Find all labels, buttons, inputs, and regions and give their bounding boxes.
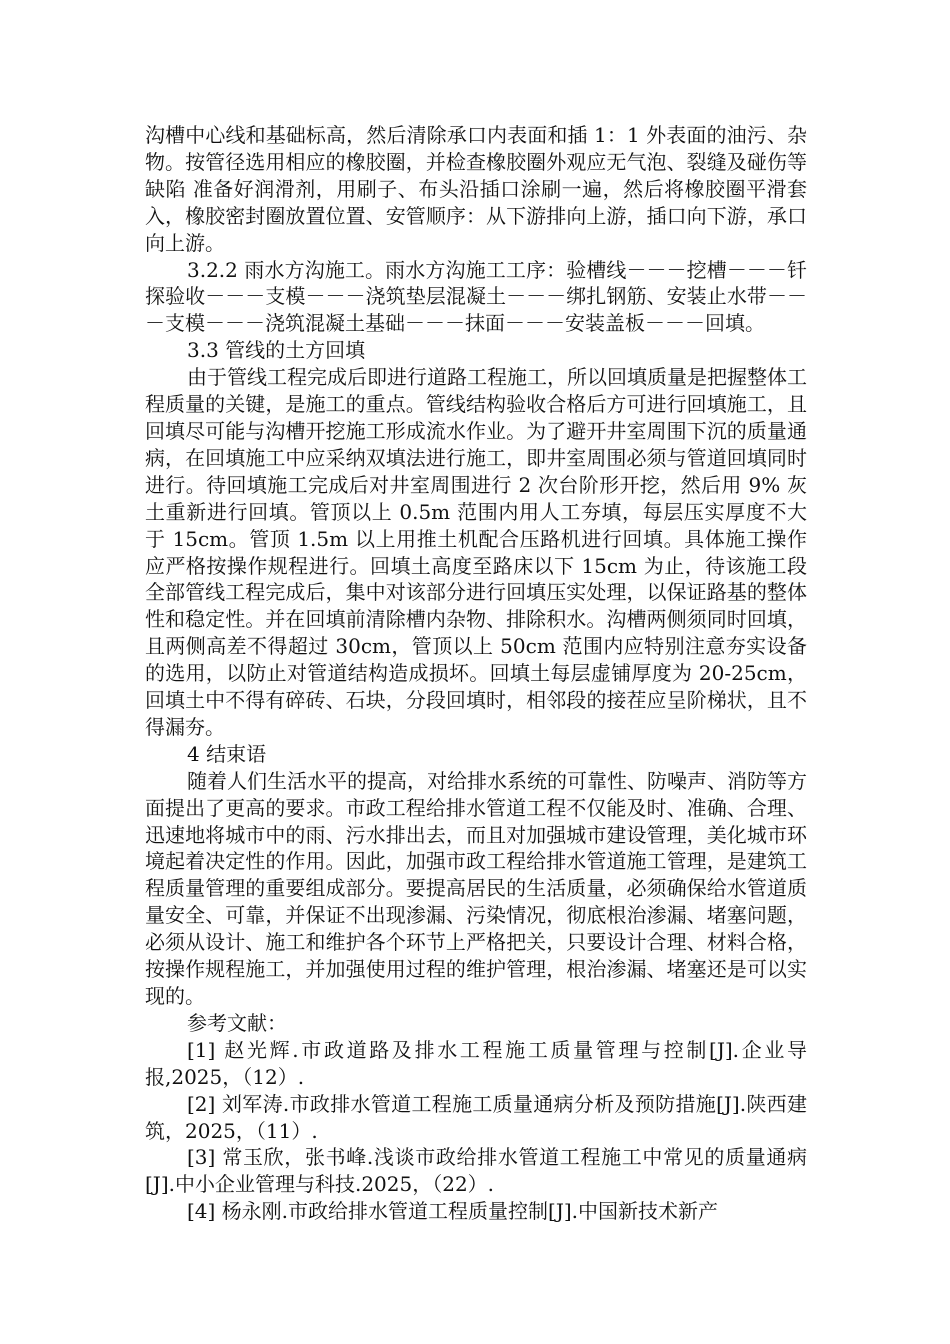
section-heading-conclusion: 4 结束语 <box>187 741 267 766</box>
paragraph-rubber-ring-installation: 沟槽中心线和基础标高，然后清除承口内表面和插 1：1 外表面的油污、杂物。按管径选用相应的橡胶圈，并检查橡胶圈外观应无气泡、裂缝及碰伤等缺陷 准备好润滑剂，用刷子、布头沿插口涂刷一遍，然后将橡胶圈平滑套入，橡胶密封圈放置位置、安管顺序：从下游排向上游，插口向下游，承口向上游。 <box>145 123 807 255</box>
reference-item-1: [1] 赵光辉.市政道路及排水工程施工质量管理与控制[J].企业导报,2025，（12）. <box>145 1037 807 1089</box>
paragraph-conclusion: 随着人们生活水平的提高，对给排水系统的可靠性、防噪声、消防等方面提出了更高的要求。市政工程给排水管道工程不仅能及时、准确、合理、迅速地将城市中的雨、污水排出去，而且对加强城市建设管理，美化城市环境起着决定性的作用。因此，加强市政工程给排水管道施工管理，是建筑工程质量管理的重要组成部分。要提高居民的生活质量，必须确保给水管道质量安全、可靠，并保证不出现渗漏、污染情况，彻底根治渗漏、堵塞问题，必须从设计、施工和维护各个环节上严格把关，只要设计合理、材料合格，按操作规程施工，并加强使用过程的维护管理，根治渗漏、堵塞还是可以实现的。 <box>145 768 807 1008</box>
paragraph-rain-channel-construction: 3.2.2 雨水方沟施工。雨水方沟施工工序：验槽线－－－挖槽－－－钎探验收－－－支模－－－浇筑垫层混凝土－－－绑扎钢筋、安装止水带－－－支模－－－浇筑混凝土基础－－－抹面－－－安装盖板－－－回填。 <box>145 257 807 336</box>
paragraph-backfill-procedure: 由于管线工程完成后即进行道路工程施工，所以回填质量是把握整体工程质量的关键，是施工的重点。管线结构验收合格后方可进行回填施工，且回填尽可能与沟槽开挖施工形成流水作业。为了避开井室周围下沉的质量通病，在回填施工中应采纳双填法进行施工，即井室周围必须与管道回填同时进行。待回填施工完成后对井室周围进行 2 次台阶形开挖，然后用 9% 灰土重新进行回填。管顶以上 0.5m 范围内用人工夯填，每层压实厚度不大于 15cm。管顶 1.5m 以上用推土机配合压路机进行回填。具体施工操作应严格按操作规程进行。回填土高度至路床以下 15cm 为止，待该施工段全部管线工程完成后，集中对该部分进行回填压实处理，以保证路基的整体性和稳定性。并在回填前清除槽内杂物、排除积水。沟槽两侧须同时回填，且两侧高差不得超过 30cm，管顶以上 50cm 范围内应特别注意夯实设备的选用，以防止对管道结构造成损坏。回填土每层虚铺厚度为 20-25cm，回填土中不得有碎砖、石块，分段回填时，相邻段的接茬应呈阶梯状，且不得漏夯。 <box>145 365 807 739</box>
references-heading: 参考文献： <box>187 1010 287 1035</box>
section-heading-backfill: 3.3 管线的土方回填 <box>187 338 366 363</box>
reference-item-4: [4] 杨永刚.市政给排水管道工程质量控制[J].中国新技术新产 <box>187 1199 719 1224</box>
reference-item-2: [2] 刘军涛.市政排水管道工程施工质量通病分析及预防措施[J].陕西建筑，2025，（11）. <box>145 1091 807 1143</box>
reference-item-3: [3] 常玉欣，张书峰.浅谈市政给排水管道工程施工中常见的质量通病[J].中小企业管理与科技.2025，（22）. <box>145 1145 807 1197</box>
document-body <box>145 122 807 1225</box>
